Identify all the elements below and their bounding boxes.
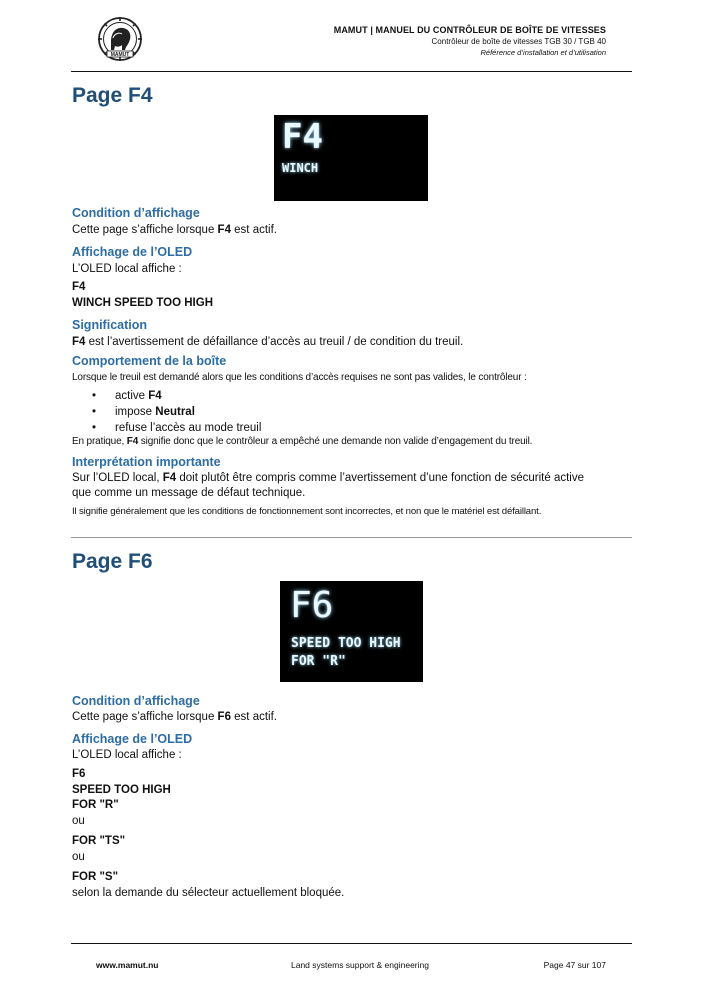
f4-interpretation-line1: Sur l’OLED local, F4 doit plutôt être compris comme l’avertissement d’une fonction de sécurité active (72, 472, 584, 484)
header-title: MAMUT | MANUEL DU CONTRÔLEUR DE BOÎTE DE VITESSES (333, 25, 606, 35)
f4-oled-intro: L’OLED local affiche : (72, 263, 182, 275)
header-subtitle: Contrôleur de boîte de vitesses TGB 30 / TGB 40 (431, 37, 606, 46)
oled-f4-code: F4 (282, 117, 323, 157)
f4-signification-text: F4 est l’avertissement de défaillance d’accès au treuil / de condition du treuil. (72, 336, 464, 348)
f4-comportement-text: Lorsque le treuil est demandé alors que les conditions d’accès requises ne sont pas valides, le contrôleur : (72, 372, 527, 383)
oled-f6-line3: FOR "R" (291, 654, 346, 669)
f6-condition-text: Cette page s’affiche lorsque F6 est actif. (72, 711, 277, 723)
f4-interpretation-note: Il signifie généralement que les conditions de fonctionnement sont incorrectes, et non que le matériel est défaillant. (72, 506, 542, 517)
page-title-f4: Page F4 (72, 84, 153, 107)
f4-bullet-list (72, 388, 261, 436)
footer-rule (71, 943, 632, 944)
f6-oled-intro: L’OLED local affiche : (72, 749, 182, 761)
f4-interpretation-heading: Interprétation importante (72, 455, 221, 469)
f4-condition-text: Cette page s’affiche lorsque F4 est actif. (72, 224, 277, 236)
f6-ou-1: ou (72, 815, 85, 827)
f6-alt-s: FOR "S" (72, 871, 119, 883)
list-item: • refuse l’accès au mode treuil (72, 420, 261, 436)
f4-oled-line1: F4 (72, 281, 86, 293)
list-item: • active F4 (72, 388, 261, 404)
oled-f6-line2: SPEED TOO HIGH (291, 636, 401, 651)
f6-ou-2: ou (72, 851, 85, 863)
f4-oled-heading: Affichage de l’OLED (72, 245, 193, 259)
oled-image-f4 (274, 115, 428, 201)
oled-f6-code: F6 (290, 585, 334, 626)
footer-page-number: Page 47 sur 107 (543, 960, 606, 970)
f6-closing-text: selon la demande du sélecteur actuellement bloquée. (72, 887, 345, 899)
f6-oled-heading: Affichage de l’OLED (72, 732, 193, 746)
list-item: • impose Neutral (72, 404, 261, 420)
svg-text:MAMUT: MAMUT (110, 52, 130, 58)
f4-condition-heading: Condition d’affichage (72, 206, 200, 220)
f4-oled-line2: WINCH SPEED TOO HIGH (72, 297, 213, 309)
oled-f4-text: WINCH (282, 161, 319, 175)
f6-condition-heading: Condition d’affichage (72, 694, 200, 708)
footer-tagline: Land systems support & engineering (291, 960, 429, 970)
f4-comportement-heading: Comportement de la boîte (72, 354, 227, 368)
f4-pratique-text: En pratique, F4 signifie donc que le contrôleur a empêché une demande non valide d’engagement du treuil. (72, 436, 533, 447)
header-rule (71, 71, 632, 72)
oled-image-f6 (280, 581, 423, 682)
f6-oled-line1: F6 (72, 768, 86, 780)
f6-alt-ts: FOR "TS" (72, 835, 126, 847)
page-title-f6: Page F6 (72, 550, 153, 573)
f6-oled-line3: FOR "R" (72, 799, 119, 811)
f4-interpretation-line2: que comme un message de défaut technique. (72, 487, 306, 499)
section-divider (71, 537, 632, 538)
f4-signification-heading: Signification (72, 318, 147, 332)
mamut-logo (95, 16, 145, 62)
header-reference: Référence d’installation et d’utilisation (480, 48, 606, 57)
f6-oled-line2: SPEED TOO HIGH (72, 784, 171, 796)
footer-website: www.mamut.nu (96, 960, 159, 970)
